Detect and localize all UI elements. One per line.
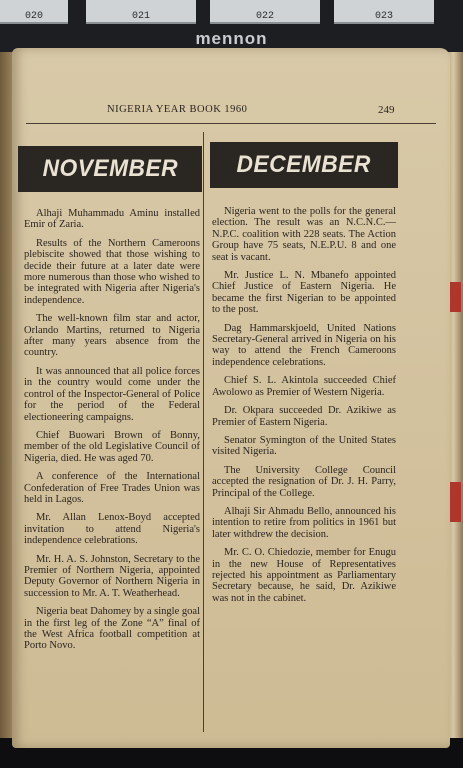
news-item: Alhaji Muhammadu Aminu installed Emir of Zaria. (24, 208, 200, 231)
header-rule (26, 123, 436, 124)
page-marker (449, 482, 461, 522)
november-column (24, 208, 200, 659)
page-marker (449, 282, 461, 312)
month-banner-november (18, 146, 202, 192)
news-item: Chief S. L. Akintola succeeded Chief Awolowo as Premier of Western Nigeria. (212, 375, 396, 398)
month-banner-december (210, 142, 398, 188)
month-heading: NOVEMBER (42, 155, 178, 182)
news-item: Dag Hammarskjoeld, United Nations Secretary-General arrived in Nigeria on his way to attend the French Cameroons independence celebrations. (212, 322, 396, 368)
month-heading: DECEMBER (236, 151, 372, 178)
news-item: Chief Buowari Brown of Bonny, member of the old Legislative Council of Nigeria, died. He was aged 70. (24, 429, 200, 464)
news-item: Alhaji Sir Ahmadu Bello, announced his intention to retire from politics in 1961 but later withdrew the decision. (212, 505, 396, 540)
news-item: A conference of the International Confederation of Free Trades Union was held in Lagos. (24, 471, 200, 505)
news-item: Nigeria went to the polls for the general election. The result was an N.C.N.C.—N.P.C. coalition with 228 seats. The Action Group have 75 seats, N.E.P.U. 8 and one seat is vacant. (212, 206, 396, 263)
news-item: Mr. Allan Lenox-Boyd accepted invitation to attend Nigeria's independence celebrations. (24, 512, 200, 547)
news-item: It was announced that all police forces in the country would come under the control of the Inspector-General of Police for the period of the Federal electioneering campaigns. (24, 365, 200, 423)
news-item: The University College Council accepted the resignation of Dr. J. H. Parry, Principal of the College. (212, 464, 396, 499)
december-column (212, 206, 396, 611)
column-rule (203, 132, 204, 732)
frame-label: 021 (86, 0, 196, 24)
news-item: Senator Symington of the United States visited Nigeria. (212, 434, 396, 458)
frame-label: 023 (334, 0, 434, 24)
frame-label: 020 (0, 0, 68, 24)
page-number: 249 (378, 104, 395, 116)
news-item: Mr. Justice L. N. Mbanefo appointed Chief Justice of Eastern Nigeria. He became the first Nigerian to be appointed to the post. (212, 270, 396, 316)
brand-logo: mennon (195, 29, 268, 48)
film-strip (0, 0, 463, 52)
news-item: Results of the Northern Cameroons plebiscite showed that those wishing to decide their future at a later date were more numerous than those who wished to be integrated with Nigeria after Nigeria's independence. (24, 237, 200, 306)
news-item: Mr. H. A. S. Johnston, Secretary to the Premier of Northern Nigeria, appointed Deputy Governor of Northern Nigeria in succession to Mr. A. T. Weatherhead. (24, 553, 200, 599)
frame-label: 022 (210, 0, 320, 24)
news-item: The well-known film star and actor, Orlando Martins, returned to Nigeria after many years absence from the country. (24, 313, 200, 359)
news-item: Mr. C. O. Chiedozie, member for Enugu in the new House of Representatives rejected his appointment as Parliamentary Secretary because, he said, Dr. Azikiwe was not in the cabinet. (212, 547, 396, 604)
running-head: NIGERIA YEAR BOOK 1960 (107, 104, 248, 115)
news-item: Dr. Okpara succeeded Dr. Azikiwe as Premier of Eastern Nigeria. (212, 405, 396, 428)
news-item: Nigeria beat Dahomey by a single goal in the first leg of the Zone “A” final of the West Africa football competition at Porto Novo. (24, 606, 200, 652)
book-page (12, 48, 450, 748)
